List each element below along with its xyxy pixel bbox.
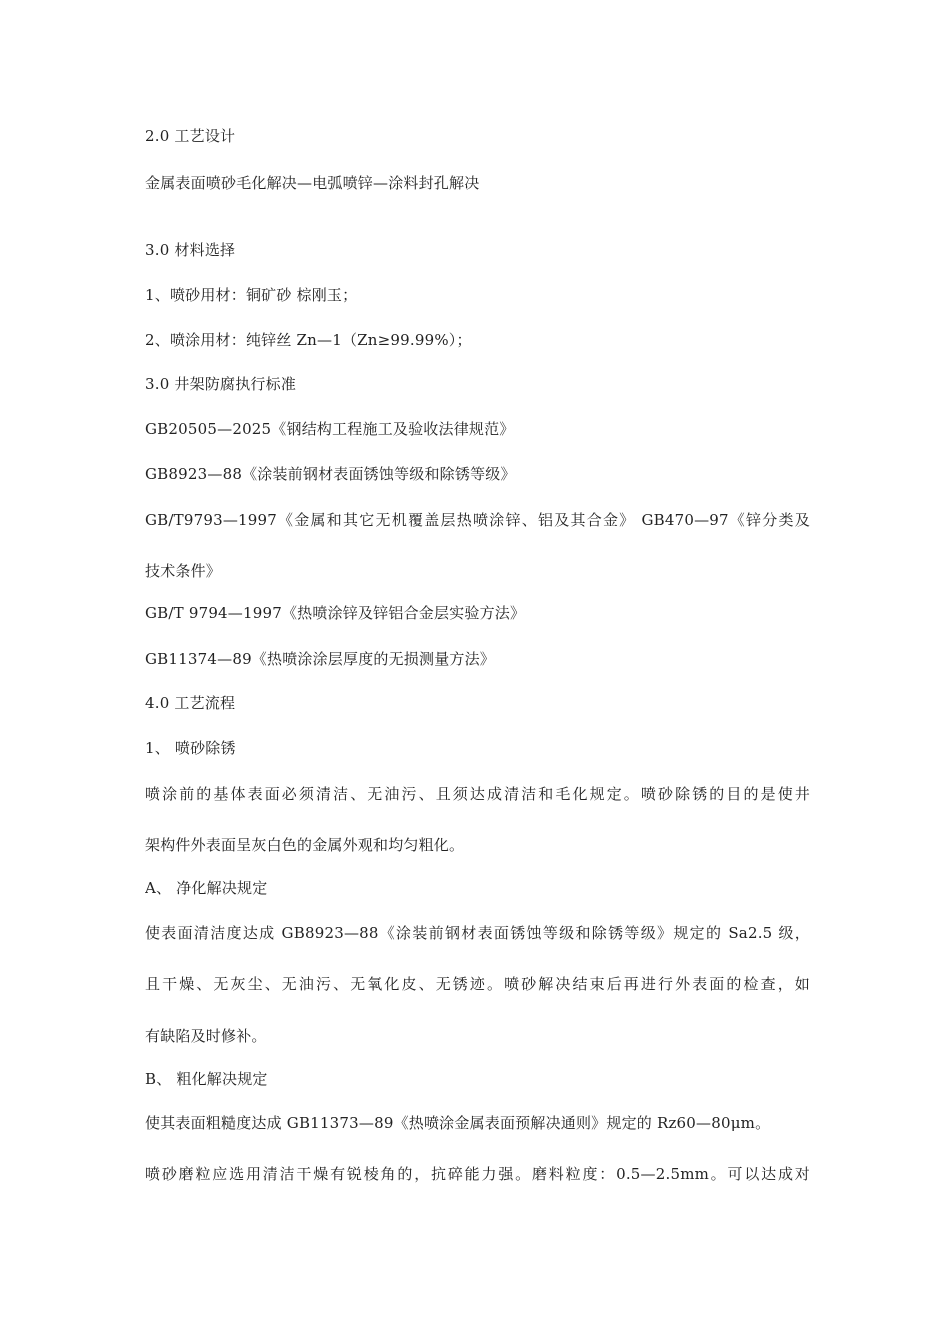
- material-item-2: 2、喷涂用材：纯锌丝 Zn—1（Zn≥99.99%）；: [145, 331, 472, 349]
- section-b-line-2: 喷砂磨粒应选用清洁干燥有锐棱角的，抗碎能力强。磨料粒度：0.5—2.5mm。可以达成对: [145, 1165, 810, 1183]
- standard-item-2: GB8923—88《涂装前钢材表面锈蚀等级和除锈等级》: [145, 465, 516, 483]
- standard-item-3: GB/T9793—1997《金属和其它无机覆盖层热喷涂锌、铝及其合金》 GB470—97《锌分类及: [145, 511, 810, 529]
- sandblasting-paragraph-line-1: 喷涂前的基体表面必须清洁、无油污、且须达成清洁和毛化规定。喷砂除锈的目的是使井: [145, 785, 810, 803]
- section-a-line-3: 有缺陷及时修补。: [145, 1027, 267, 1045]
- process-summary-line: 金属表面喷砂毛化解决—电弧喷锌—涂料封孔解决: [145, 174, 480, 192]
- section-a-heading: A、 净化解决规定: [145, 879, 268, 897]
- step-sandblasting-heading: 1、 喷砂除锈: [145, 739, 236, 757]
- sandblasting-paragraph-line-2: 架构件外表面呈灰白色的金属外观和均匀粗化。: [145, 836, 465, 854]
- heading-process-design: 2.0 工艺设计: [145, 127, 236, 145]
- heading-standards: 3.0 井架防腐执行标准: [145, 375, 297, 393]
- standard-item-5: GB11374—89《热喷涂涂层厚度的无损测量方法》: [145, 650, 496, 668]
- section-b-line-1: 使其表面粗糙度达成 GB11373—89《热喷涂金属表面预解决通则》规定的 Rz60—80μm。: [145, 1114, 771, 1132]
- section-a-line-1: 使表面清洁度达成 GB8923—88《涂装前钢材表面锈蚀等级和除锈等级》规定的 Sa2.5 级，: [145, 924, 810, 942]
- heading-material-selection: 3.0 材料选择: [145, 241, 236, 259]
- section-a-line-2: 且干燥、无灰尘、无油污、无氧化皮、无锈迹。喷砂解决结束后再进行外表面的检查，如: [145, 975, 810, 993]
- standard-item-1: GB20505—2025《钢结构工程施工及验收法律规范》: [145, 420, 515, 438]
- material-item-1: 1、喷砂用材：铜矿砂 棕刚玉；: [145, 286, 358, 304]
- section-b-heading: B、 粗化解决规定: [145, 1070, 268, 1088]
- standard-item-4: GB/T 9794—1997《热喷涂锌及锌铝合金层实验方法》: [145, 604, 526, 622]
- heading-process-flow: 4.0 工艺流程: [145, 694, 236, 712]
- standard-item-3-continued: 技术条件》: [145, 562, 222, 580]
